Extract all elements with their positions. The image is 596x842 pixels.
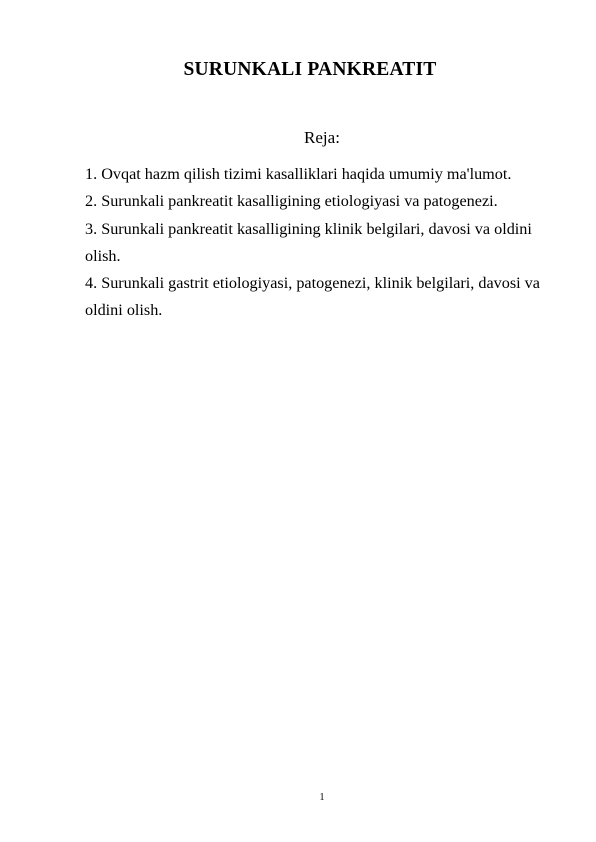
plan-item-4: 4. Surunkali gastrit etiologiyasi, patogenezi, klinik belgilari, davosi va oldini olish. <box>85 274 540 320</box>
plan-item-3: 3. Surunkali pankreatit kasalligining klinik belgilari, davosi va oldini olish. <box>85 219 532 265</box>
page-number: 1 <box>319 792 325 803</box>
document-title: SURUNKALI PANKREATIT <box>183 59 437 80</box>
plan-item-1: 1. Ovqat hazm qilish tizimi kasalliklari haqida umumiy ma'lumot. <box>85 165 512 183</box>
plan-item-2: 2. Surunkali pankreatit kasalligining etiologiyasi va patogenezi. <box>85 192 498 211</box>
plan-heading: Reja: <box>304 128 340 147</box>
plan-list <box>85 161 555 325</box>
